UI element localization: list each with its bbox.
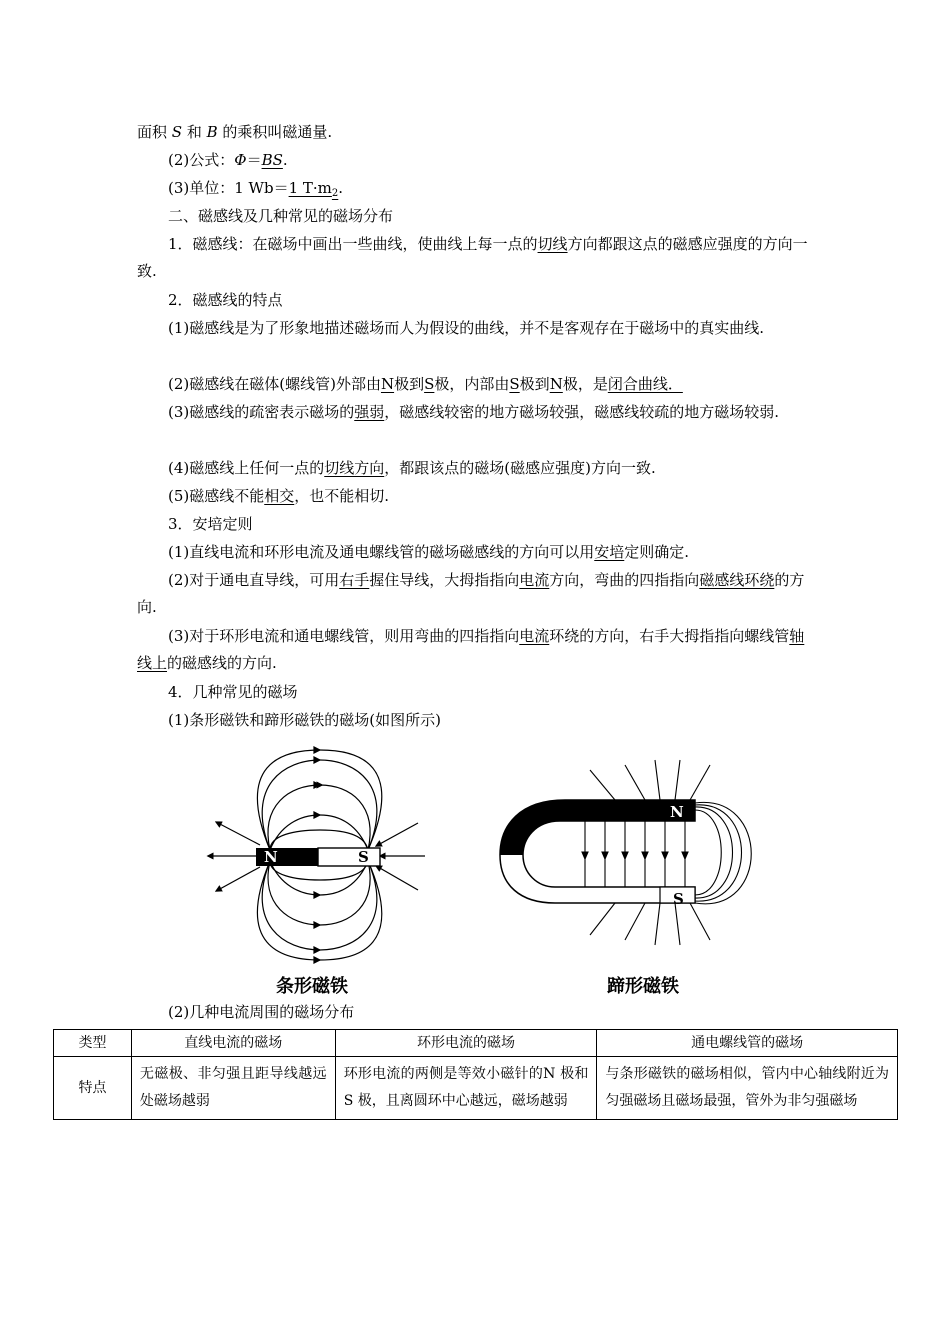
blank-answer: 右手 (339, 571, 370, 589)
blank-answer: 切线 (537, 235, 568, 253)
text: (3)对于环形电流和通电螺线管，则用弯曲的四指指向 (168, 627, 520, 645)
text: (3)磁感线的疏密表示磁场的 (168, 403, 355, 421)
blank-answer: 电流 (519, 571, 550, 589)
unit-exponent: 2 (331, 188, 339, 199)
feature-2 (137, 371, 815, 398)
table-intro (137, 999, 815, 1026)
table-row (54, 1057, 898, 1120)
text: 的方向. (137, 571, 805, 616)
ampere-rule-3 (137, 623, 815, 677)
symbol-b: B (206, 123, 218, 141)
text: 极，内部由 (434, 375, 510, 393)
text: (2)公式： (168, 151, 235, 169)
text: (1)磁感线是为了形象地描述磁场而人为假设的曲线，并不是客观存在于磁场中的真实曲线. (168, 319, 765, 337)
figure-intro (137, 707, 815, 734)
row-label: 特点 (54, 1057, 132, 1120)
header-type: 类型 (54, 1030, 132, 1057)
blank-answer: S (509, 375, 520, 393)
horseshoe-s-label: S (673, 890, 684, 908)
text: 的乘积叫磁通量. (217, 123, 333, 141)
text: (2)对于通电直导线，可用 (168, 571, 340, 589)
header-solenoid: 通电螺线管的磁场 (597, 1030, 898, 1057)
current-field-table (53, 1029, 898, 1120)
feature-1 (137, 315, 815, 342)
text: 极到 (519, 375, 550, 393)
blank-answer: 闭合曲线． (607, 375, 683, 393)
text: (4)磁感线上任何一点的 (168, 459, 325, 477)
horseshoe-magnet-caption: 蹄形磁铁 (607, 976, 679, 997)
horseshoe-n-label: N (670, 803, 684, 821)
text: 的磁感线的方向. (167, 654, 277, 672)
subheading (137, 287, 815, 314)
text: 环绕的方向，右手大拇指指向螺线管 (549, 627, 790, 645)
bar-magnet-s-pole (318, 848, 380, 866)
header-straight-current: 直线电流的磁场 (131, 1030, 335, 1057)
formula-line (137, 147, 815, 174)
blank-answer: 电流 (519, 627, 550, 645)
blank-answer: 轴线上 (137, 627, 805, 672)
table-header-row (54, 1030, 898, 1057)
flux-definition-line (137, 119, 815, 146)
text: 和 (182, 123, 207, 141)
text: ＝ (246, 151, 262, 169)
text: 方向都跟这点的磁感应强度的方向一致. (137, 235, 808, 280)
bar-magnet-caption: 条形磁铁 (276, 976, 348, 997)
feature-3 (137, 399, 815, 426)
text: 定则确定. (624, 543, 690, 561)
text: . (282, 151, 288, 169)
text: 3．安培定则 (168, 515, 253, 533)
text: (1)直线电流和环形电流及通电螺线管的磁场磁感线的方向可以用 (168, 543, 595, 561)
symbol-s: S (171, 123, 183, 141)
feature-4 (137, 455, 815, 482)
subheading (137, 679, 815, 706)
header-loop-current: 环形电流的磁场 (335, 1030, 597, 1057)
cell-loop-current: 环形电流的两侧是等效小磁针的N 极和 S 极，且离圆环中心越远，磁场越弱 (335, 1057, 597, 1120)
blank-answer: 强弱 (354, 403, 385, 421)
blank-answer: N (380, 375, 395, 393)
heading-text: 二、磁感线及几种常见的磁场分布 (168, 207, 394, 225)
text: (2)磁感线在磁体(螺线管)外部由 (168, 375, 381, 393)
ampere-rule-1 (137, 539, 815, 566)
ampere-rule-2 (137, 567, 815, 621)
cell-straight-current: 无磁极、非匀强且距导线越远处磁场越弱 (131, 1057, 335, 1120)
blank-answer: 切线方向 (324, 459, 385, 477)
text: 极到 (394, 375, 425, 393)
text: (2)几种电流周围的磁场分布 (168, 1003, 355, 1021)
bar-s-label: S (358, 848, 369, 866)
text: 握住导线，大拇指指向 (369, 571, 520, 589)
subheading (137, 511, 815, 538)
blank-answer: S (424, 375, 435, 393)
unit-value: 1 T·m (288, 179, 332, 197)
text: (1)条形磁铁和蹄形磁铁的磁场(如图所示) (168, 711, 441, 729)
section-heading (137, 203, 815, 230)
text: 面积 (137, 123, 172, 141)
text: ，都跟该点的磁场(磁感应强度)方向一致. (384, 459, 656, 477)
blank-answer: 安培 (594, 543, 625, 561)
text: 4．几种常见的磁场 (168, 683, 298, 701)
blank-answer: 相交 (264, 487, 295, 505)
text: ，磁感线较密的地方磁场较强，磁感线较疏的地方磁场较弱. (384, 403, 780, 421)
field-line-definition (137, 231, 815, 285)
text: 2．磁感线的特点 (168, 291, 283, 309)
text: 1．磁感线：在磁场中画出一些曲线，使曲线上每一点的 (168, 235, 538, 253)
text: ，也不能相切. (294, 487, 390, 505)
horseshoe-magnet-figure (495, 755, 780, 950)
text: 极，是 (562, 375, 608, 393)
text: (3)单位：1 Wb＝ (168, 179, 289, 197)
text: 方向，弯曲的四指指向 (549, 571, 700, 589)
feature-5 (137, 483, 815, 510)
blank-answer: 磁感线环绕 (699, 571, 775, 589)
cell-solenoid: 与条形磁铁的磁场相似，管内中心轴线附近为匀强磁场且磁场最强，管外为非匀强磁场 (597, 1057, 898, 1120)
symbol-phi: Φ (234, 151, 247, 169)
blank-answer: N (549, 375, 563, 393)
bar-magnet-figure (200, 745, 430, 965)
text: (5)磁感线不能 (168, 487, 265, 505)
bar-n-label: N (264, 848, 278, 866)
text: . (338, 179, 344, 197)
formula-bs: BS (261, 151, 283, 169)
